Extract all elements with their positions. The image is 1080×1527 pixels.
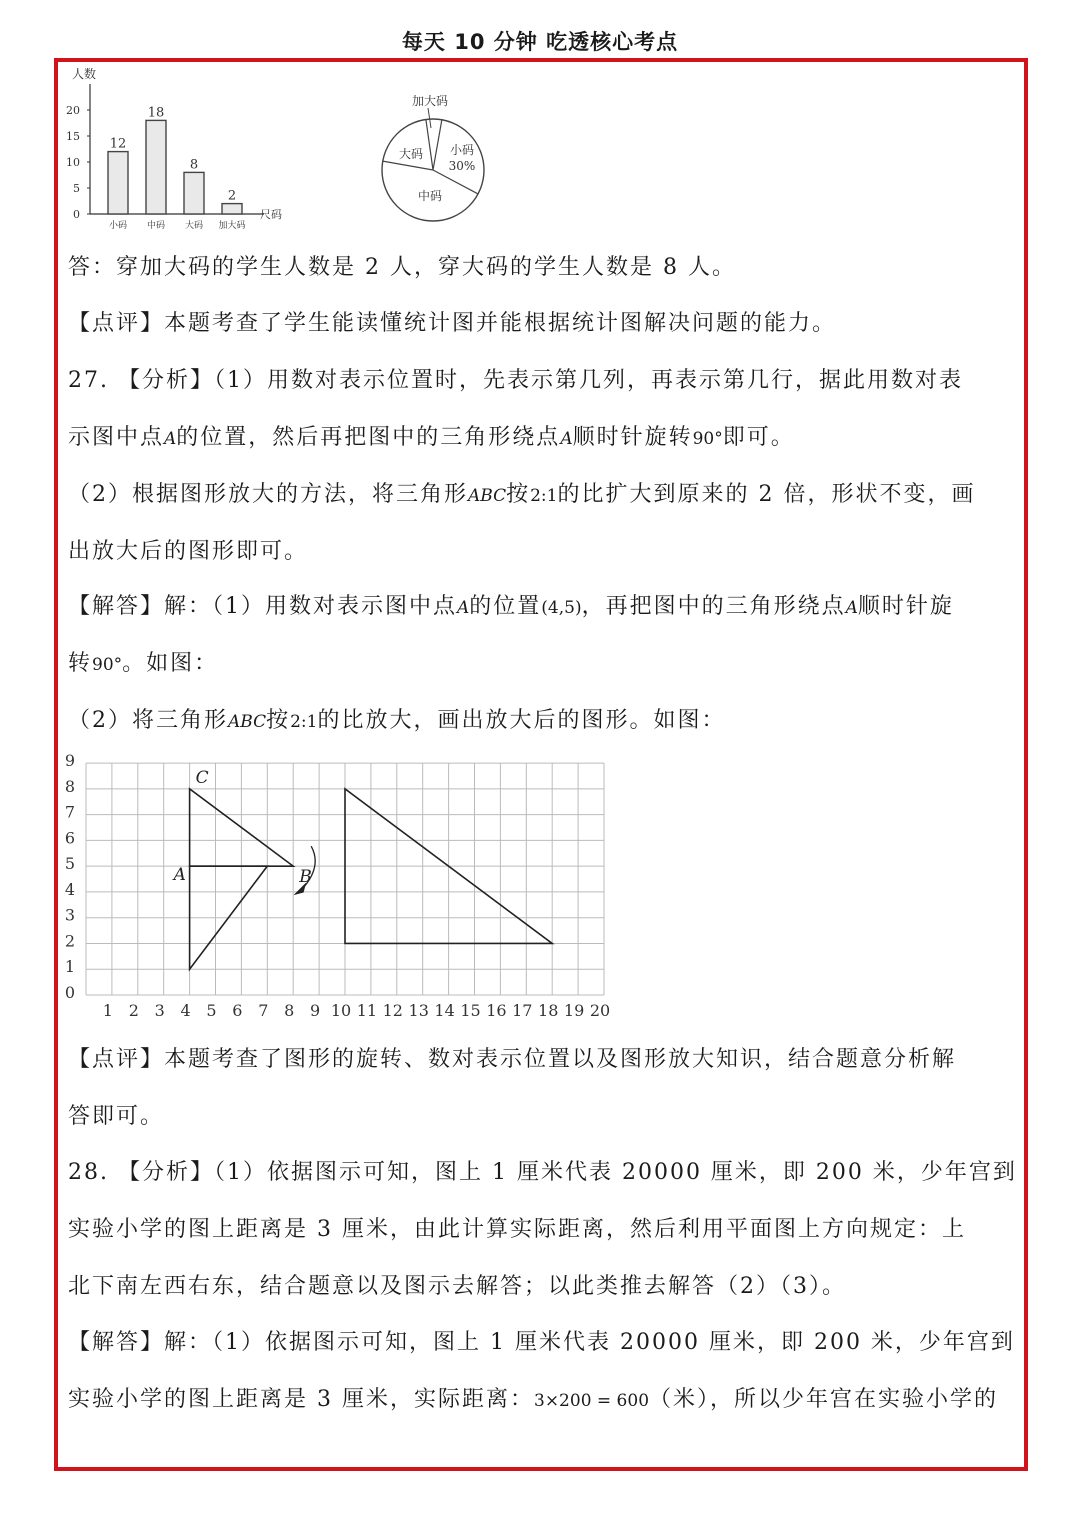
- q27-solution-line3: （2）将三角形ABC按2:1的比放大，画出放大后的图形。如图：: [68, 708, 726, 733]
- bar-y-label: 人数: [72, 67, 97, 81]
- bar-category-label: 小码: [108, 221, 128, 231]
- y-tick-label: 2: [64, 931, 76, 951]
- y-tick-label: 0: [64, 983, 76, 1002]
- pie-label-large: 大码: [398, 147, 424, 161]
- bar-x-label: 尺码: [260, 208, 282, 221]
- pie-label-small-percent: 30%: [448, 159, 476, 173]
- bar-y-tick-label: 0: [73, 208, 80, 221]
- pie-chart: [370, 88, 500, 228]
- q27-analysis-line2: 示图中点A的位置，然后再把图中的三角形绕点A顺时针旋转90°即可。: [68, 425, 795, 450]
- x-tick-label: 7: [258, 1001, 269, 1020]
- pie-label-small: 小码: [449, 143, 475, 157]
- bar: [184, 172, 204, 214]
- page-header: 每天 10 分钟 吃透核心考点: [401, 30, 679, 54]
- q28-solution-line1: 【解答】解：（1）依据图示可知，图上 1 厘米代表 20000 厘米，即 200 米，少年宫到: [68, 1330, 1015, 1355]
- q28-analysis-line2: 实验小学的图上距离是 3 厘米，由此计算实际距离，然后利用平面图上方向规定：上: [68, 1217, 966, 1242]
- x-tick-label: 19: [563, 1001, 585, 1020]
- pie-label-medium: 中码: [417, 189, 443, 203]
- x-tick-label: 2: [128, 1001, 139, 1020]
- x-tick-label: 14: [434, 1001, 455, 1020]
- pie-label-xlarge: 加大码: [411, 94, 449, 108]
- bar-value-label: 2: [227, 188, 237, 204]
- comment-27-line2: 答即可。: [68, 1104, 165, 1129]
- point-label-a: A: [173, 865, 186, 886]
- y-tick-label: 5: [64, 854, 76, 874]
- bar-value-label: 8: [189, 157, 199, 173]
- bar: [222, 204, 242, 214]
- x-tick-label: 20: [589, 1001, 611, 1020]
- y-tick-label: 8: [64, 776, 76, 796]
- bar-chart: [58, 62, 298, 234]
- x-tick-label: 16: [486, 1001, 507, 1020]
- x-tick-label: 5: [206, 1001, 217, 1020]
- q27-solution-line1: 【解答】解：（1）用数对表示图中点A的位置(4,5)，再把图中的三角形绕点A顺时针旋: [68, 594, 954, 619]
- q28-analysis-line1: 28. 【分析】（1）依据图示可知，图上 1 厘米代表 20000 厘米，即 200 米，少年宫到: [68, 1160, 1017, 1185]
- bar-category-label: 大码: [184, 221, 204, 231]
- answer-26: 答：穿加大码的学生人数是 2 人，穿大码的学生人数是 8 人。: [68, 255, 736, 280]
- x-tick-label: 13: [408, 1001, 429, 1020]
- x-tick-label: 17: [512, 1001, 533, 1020]
- bar-category-label: 加大码: [218, 221, 246, 231]
- bar-y-tick-label: 15: [66, 130, 80, 143]
- y-tick-label: 3: [64, 905, 76, 925]
- y-tick-label: 4: [64, 879, 76, 899]
- x-tick-label: 3: [154, 1001, 165, 1020]
- y-tick-label: 9: [64, 751, 76, 771]
- bar: [146, 120, 166, 214]
- y-tick-label: 1: [64, 957, 76, 977]
- y-tick-label: 6: [64, 828, 76, 848]
- point-label-b: B: [299, 867, 312, 888]
- y-tick-label: 7: [64, 802, 76, 822]
- x-tick-label: 15: [460, 1001, 481, 1020]
- x-tick-label: 11: [356, 1001, 378, 1020]
- bar: [108, 152, 128, 214]
- comment-26: 【点评】本题考查了学生能读懂统计图并能根据统计图解决问题的能力。: [68, 311, 837, 336]
- q27-solution-line2: 转90°。如图：: [68, 651, 219, 676]
- coordinate-grid-figure: [58, 748, 628, 1026]
- point-label-c: C: [195, 767, 209, 788]
- x-tick-label: 1: [102, 1001, 113, 1020]
- x-tick-label: 4: [180, 1001, 191, 1020]
- q28-analysis-line3: 北下南左西右东，结合题意以及图示去解答；以此类推去解答（2）（3）。: [68, 1274, 846, 1299]
- bar-value-label: 18: [147, 105, 165, 121]
- bar-y-tick-label: 10: [66, 156, 80, 169]
- q27-analysis-line1: 27. 【分析】（1）用数对表示位置时，先表示第几列，再表示第几行，据此用数对表: [68, 368, 963, 393]
- q28-solution-line2: 实验小学的图上距离是 3 厘米，实际距离：3×200 = 600（米），所以少年宫在实验小学的: [68, 1387, 999, 1412]
- x-tick-label: 12: [382, 1001, 403, 1020]
- q27-analysis-line4: 出放大后的图形即可。: [68, 539, 309, 564]
- q27-analysis-line3: （2）根据图形放大的方法，将三角形ABC按2:1的比扩大到原来的 2 倍，形状不变，画: [68, 482, 976, 507]
- bar-y-tick-label: 20: [66, 104, 80, 117]
- x-tick-label: 9: [310, 1001, 321, 1020]
- bar-category-label: 中码: [146, 221, 166, 231]
- x-tick-label: 18: [538, 1001, 559, 1020]
- x-tick-label: 6: [232, 1001, 243, 1020]
- x-tick-label: 8: [284, 1001, 295, 1020]
- bar-y-tick-label: 5: [73, 182, 80, 195]
- bar-value-label: 12: [109, 136, 127, 152]
- x-tick-label: 10: [330, 1001, 352, 1020]
- comment-27-line1: 【点评】本题考查了图形的旋转、数对表示位置以及图形放大知识，结合题意分析解: [68, 1047, 957, 1072]
